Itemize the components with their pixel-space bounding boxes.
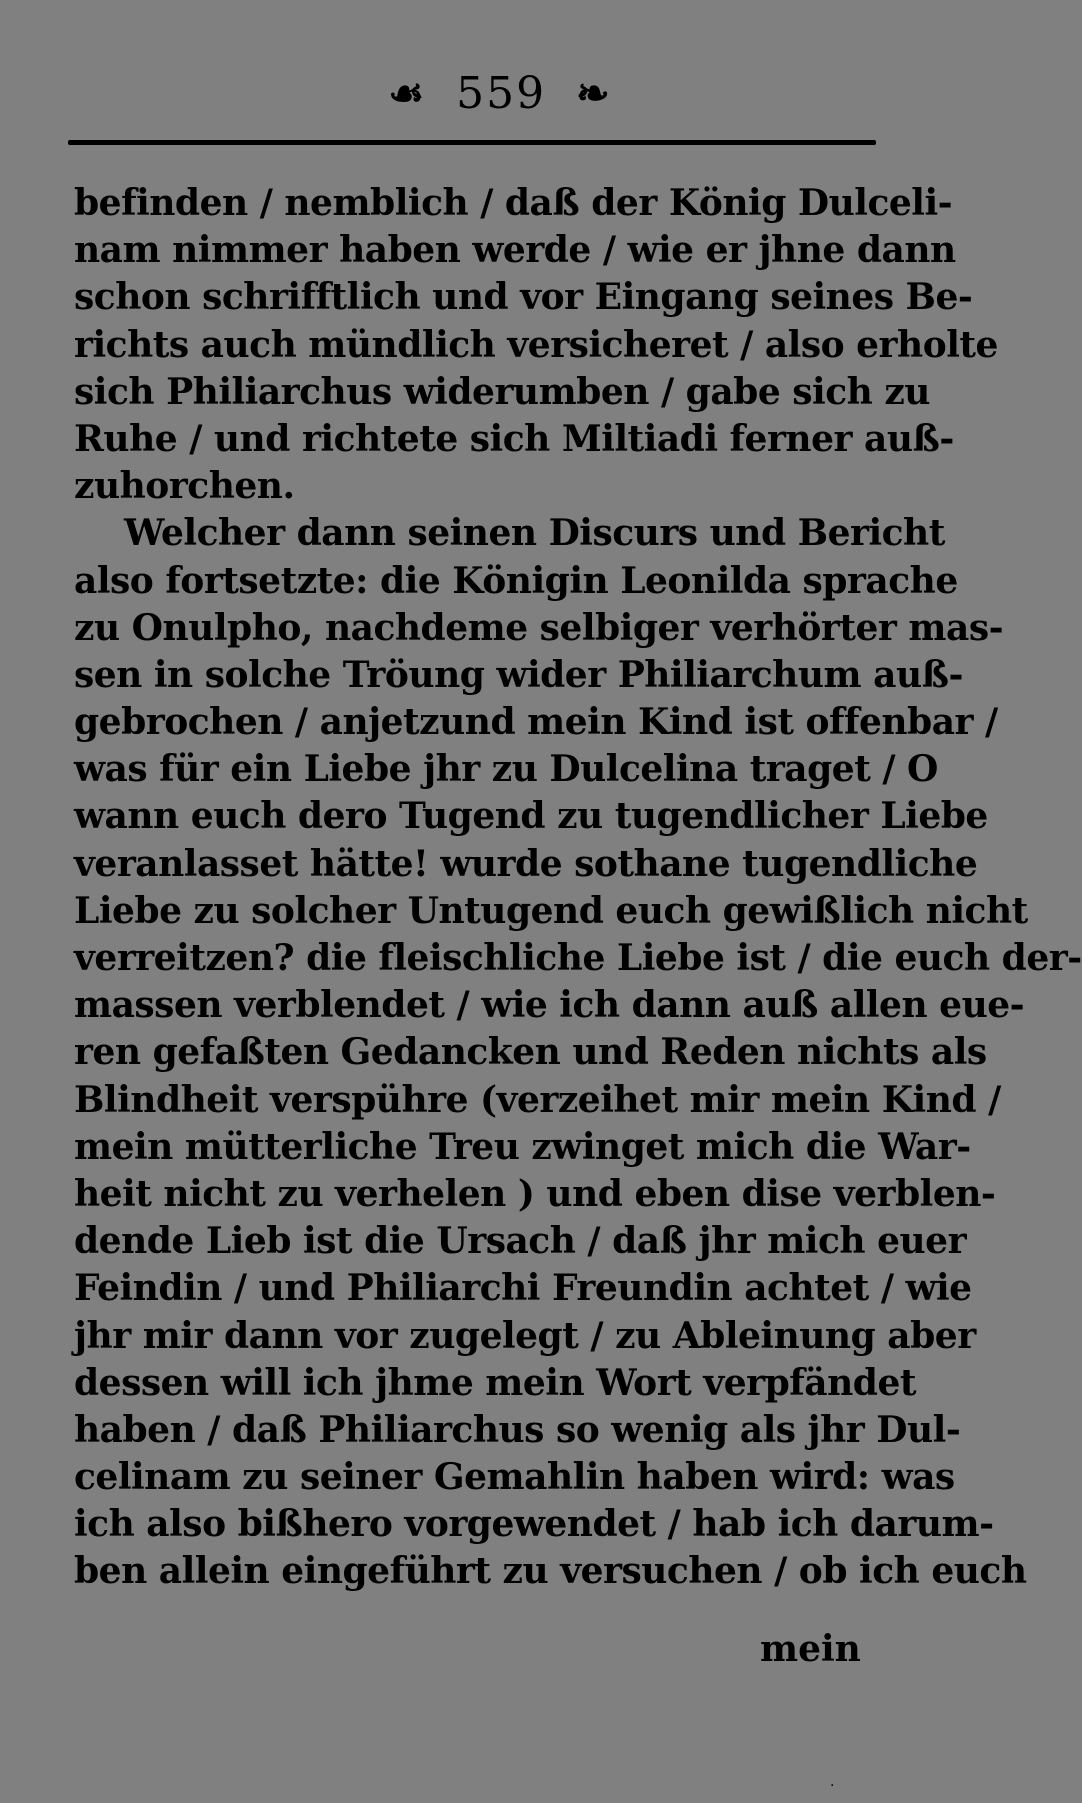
text-line: ren gefaßten Gedancken und Reden nichts als	[74, 1031, 987, 1074]
text-line: heit nicht zu verhelen ) und eben dise verblen-	[74, 1172, 996, 1215]
text-line: sen in solche Tröung wider Philiarchum auß-	[74, 653, 963, 696]
text-line: dessen will ich jhme mein Wort verpfändet	[74, 1361, 916, 1404]
text-line: haben / daß Philiarchus so wenig als jhr Dul-	[74, 1408, 961, 1451]
text-line: celinam zu seiner Gemahlin haben wird: was	[74, 1456, 955, 1499]
left-ornament-icon: ☙	[388, 69, 427, 117]
text-line: Ruhe / und richtete sich Miltiadi ferner auß-	[74, 417, 954, 460]
text-line: verreitzen? die fleischliche Liebe ist / die euch der-	[74, 937, 1082, 979]
text-line: wann euch dero Tugend zu tugendlicher Liebe	[74, 795, 988, 838]
header-rule	[68, 140, 876, 145]
text-line: Blindheit verspühre (verzeihet mir mein Kind /	[74, 1078, 1001, 1121]
text-line: dende Lieb ist die Ursach / daß jhr mich euer	[74, 1220, 967, 1263]
ink-speck: ·	[830, 1778, 835, 1794]
page-number: 559	[456, 67, 547, 119]
body-text	[74, 180, 1082, 1596]
text-line: massen verblendet / wie ich dann auß allen eue-	[74, 984, 1025, 1027]
text-line: mein mütterliche Treu zwinget mich die War-	[74, 1125, 971, 1168]
text-line: richts auch mündlich versicheret / also erholte	[74, 323, 998, 366]
catchword: mein	[760, 1628, 861, 1670]
right-ornament-icon: ❧	[576, 69, 612, 117]
text-line: sich Philiarchus widerumben / gabe sich zu	[74, 370, 930, 413]
text-line: ich also bißhero vorgewendet / hab ich darum-	[74, 1503, 994, 1546]
text-line: befinden / nemblich / daß der König Dulceli-	[74, 182, 953, 224]
text-line: veranlasset hätte! wurde sothane tugendliche	[74, 842, 978, 885]
page-header	[0, 62, 1000, 119]
text-line: gebrochen / anjetzund mein Kind ist offenbar /	[74, 701, 998, 744]
text-line: Liebe zu solcher Untugend euch gewißlich nicht	[74, 889, 1028, 932]
text-line: zu Onulpho, nachdeme selbiger verhörter mas-	[74, 606, 1004, 649]
text-line: also fortsetzte: die Königin Leonilda sprache	[74, 559, 958, 602]
text-line: zuhorchen.	[74, 465, 295, 508]
text-line: was für ein Liebe jhr zu Dulcelina traget / O	[74, 748, 938, 791]
text-line: schon schrifftlich und vor Eingang seines Be-	[74, 276, 973, 319]
text-line: Welcher dann seinen Discurs und Bericht	[124, 512, 945, 555]
text-line: nam nimmer haben werde / wie er jhne dann	[74, 229, 956, 272]
text-line: Feindin / und Philiarchi Freundin achtet / wie	[74, 1267, 972, 1310]
text-line: ben allein eingeführt zu versuchen / ob ich euch	[74, 1550, 1027, 1593]
text-line: jhr mir dann vor zugelegt / zu Ableinung aber	[74, 1314, 976, 1357]
